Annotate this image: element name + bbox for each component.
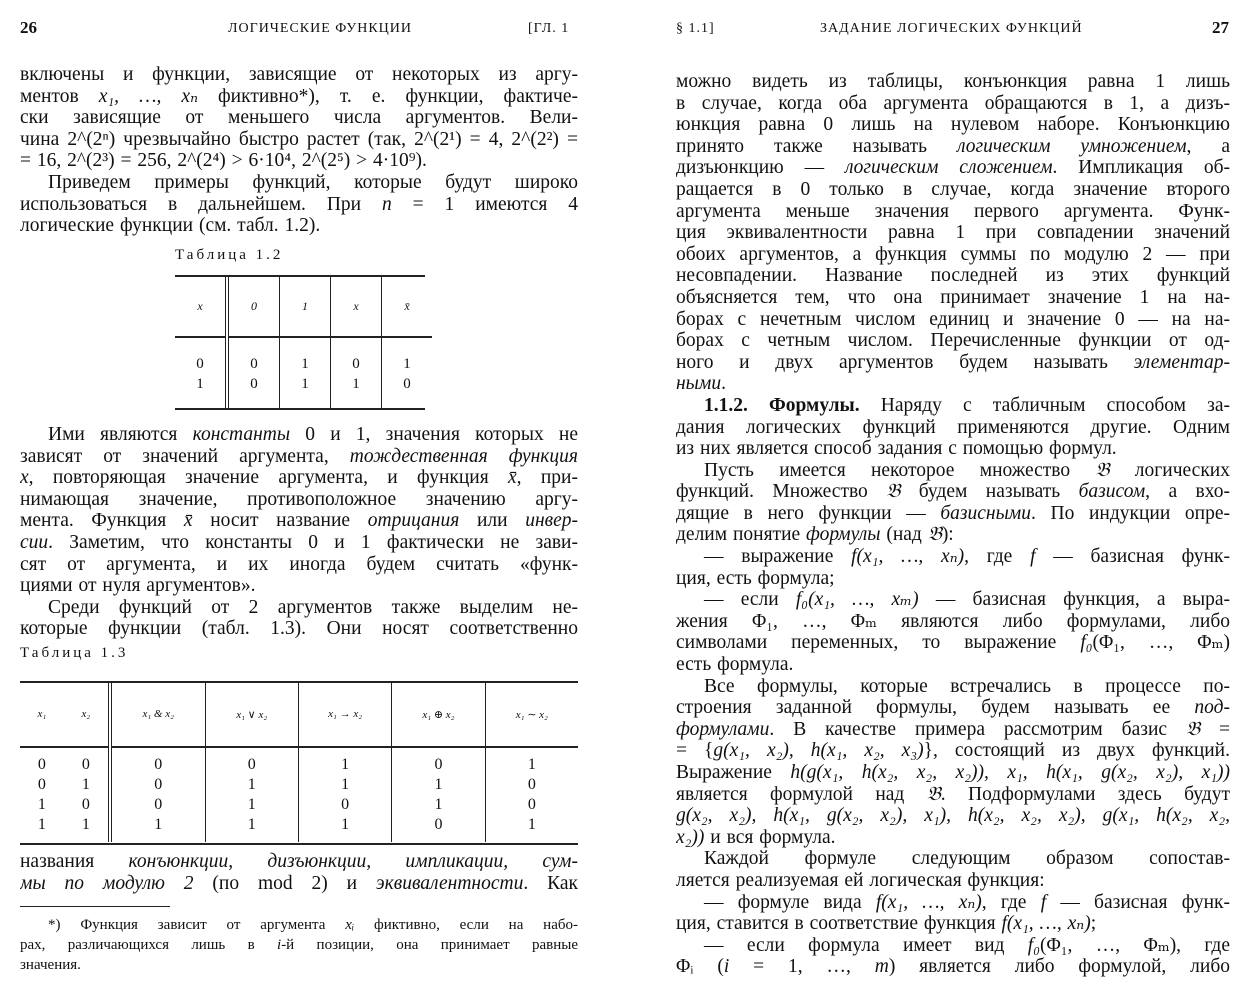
italic-text: тождественная функция <box>349 445 578 467</box>
text-segment: является формулой над <box>676 783 927 805</box>
text-segment: и вся формула. <box>704 826 836 848</box>
text-line <box>676 676 1230 698</box>
running-title-right: ЗАДАНИЕ ЛОГИЧЕСКИХ ФУНКЦИЙ <box>820 21 1083 36</box>
table-cell: 0 <box>250 356 258 372</box>
text-segment: . Подформулами здесь будут <box>940 783 1230 805</box>
text-line <box>676 309 1230 331</box>
text-line <box>20 510 578 532</box>
text-segment: , а <box>1186 135 1230 157</box>
italic-text: f(x₁, …, xₙ) <box>875 891 982 913</box>
italic-text: формулами <box>676 718 770 740</box>
column-values <box>392 747 485 842</box>
text-segment: = { <box>676 740 714 762</box>
text-segment: — базисная функция, а выра- <box>918 589 1230 611</box>
text-line <box>676 71 1230 93</box>
column-header: x <box>331 276 382 337</box>
italic-text: x <box>20 467 29 489</box>
text-segment: ; <box>1090 913 1097 935</box>
text-block-c <box>20 851 578 894</box>
table-cell: 0 <box>37 776 46 793</box>
text-segment: мента. Функция <box>20 510 184 532</box>
text-segment: зависят от значений аргумента, <box>20 445 350 467</box>
table-cell: 0 <box>154 776 163 793</box>
italic-text: h(g(x₁, h(x₂, x₂, x₂)), x₁, h(x₁, g(x₂, x₂), x₁)) <box>790 762 1230 783</box>
italic-text: константы <box>192 424 291 445</box>
text-segment: чина 2^(2ⁿ) чрезвычайно быстро растет (так, 2^(2¹) = 4, 2^(2²) = <box>20 128 578 150</box>
table-rule <box>20 843 578 845</box>
text-segment: борах с четным числом. Перечисленные функции от од- <box>676 330 1230 352</box>
italic-text: x̄ <box>183 510 193 532</box>
table-rule <box>175 408 425 410</box>
column-header: x₁ ⊕ x₂ <box>392 682 485 747</box>
text-segment: ) является либо формулой, либо <box>888 956 1230 978</box>
text-segment: ращается в 0 только в случае, когда значение второго <box>676 178 1230 200</box>
text-segment: фиктивно, если на набо- <box>354 917 578 933</box>
text-segment: (Φ₁, …, Φₘ) <box>1092 632 1230 654</box>
text-line <box>676 438 1230 460</box>
text-segment: циями от нуля аргументов». <box>20 575 256 597</box>
text-segment: Каждой формуле следующим образом сопостав- <box>704 848 1230 870</box>
text-line <box>676 481 1230 503</box>
table-cell: 1 <box>527 816 536 833</box>
text-segment: объясняется тем, что она принимает значение 1 на на- <box>676 286 1230 308</box>
text-segment: 0 и 1, значения которых не <box>290 424 578 445</box>
text-line <box>676 157 1230 179</box>
text-segment: логических <box>1109 459 1230 481</box>
italic-text: f₀(x₁, …, xₘ) <box>795 589 919 611</box>
column-values <box>227 337 280 410</box>
text-line <box>676 611 1230 633</box>
table-cell: 1 <box>37 796 46 813</box>
text-line <box>20 575 578 597</box>
table-cell: 1 <box>196 376 204 392</box>
text-line <box>676 222 1230 244</box>
text-line <box>676 352 1230 374</box>
table-cell: 0 <box>352 356 360 372</box>
text-segment: строения заданной формулы, будем называть ее <box>676 697 1195 719</box>
text-line <box>20 915 578 935</box>
chapter-mark: [ГЛ. 1 <box>528 21 570 36</box>
column-values <box>20 747 64 842</box>
text-line <box>676 330 1230 352</box>
text-segment: = 1 имеются 4 <box>391 193 578 215</box>
text-line <box>676 784 1230 806</box>
text-block-a <box>20 64 578 237</box>
italic-text: формулы <box>806 524 881 546</box>
text-line <box>20 424 578 446</box>
table-cell: 0 <box>81 756 90 773</box>
text-line <box>676 524 1230 546</box>
table-1-2 <box>175 276 432 410</box>
italic-text: f <box>1040 891 1047 913</box>
italic-text: i <box>723 956 730 978</box>
text-segment: Φᵢ ( <box>676 956 724 978</box>
text-line <box>20 873 578 895</box>
column-header: x̄ <box>382 276 433 337</box>
table-1-3-caption: Таблица 1.3 <box>20 645 129 661</box>
text-segment: из них является способ задания с помощью формул. <box>676 438 1117 460</box>
table-cell: 0 <box>247 756 256 773</box>
text-segment: в случае, когда оба аргумента обращаются в 1, а дизъ- <box>676 92 1230 114</box>
text-line <box>676 654 1230 676</box>
table-cell: 0 <box>154 756 163 773</box>
text-line <box>20 532 578 554</box>
text-segment: . Заметим, что константы 0 и 1 фактически не зави- <box>48 531 578 553</box>
text-segment: ция эквивалентности равна 1 при совпадении значений <box>676 222 1230 244</box>
italic-text: x₁, …, xₙ <box>98 85 198 107</box>
text-segment: ция, ставится в соответствие функция <box>676 913 1002 935</box>
italic-text: f(x₁, …, xₙ) <box>1001 913 1091 935</box>
text-line <box>676 935 1230 957</box>
text-line <box>20 618 578 640</box>
text-line <box>20 554 578 576</box>
column-header: x₁ → x₂ <box>298 682 391 747</box>
text-line <box>676 417 1230 439</box>
text-line <box>676 697 1230 719</box>
text-segment: -й позиции, она принимает равные <box>281 937 578 953</box>
text-line <box>676 503 1230 525</box>
italic-text: g(x₂, x₂), h(x₁, g(x₂, x₂), x₁), h(x₂, x₂, x₂), g(x₁, h(x₂, x₂, <box>676 805 1230 827</box>
text-segment: Среди функций от 2 аргументов также выделим не- <box>48 596 578 618</box>
italic-text: сии <box>20 531 49 553</box>
table-cell: 1 <box>434 776 443 793</box>
text-line <box>676 179 1230 201</box>
text-segment: которые функции (табл. 1.3). Они носят соответственно <box>20 618 578 640</box>
text-segment: юнкция равна 0 лишь на нулевом наборе. Конъюнкцию <box>676 114 1230 136</box>
table-cell: 1 <box>301 376 309 392</box>
table-cell: 0 <box>403 376 411 392</box>
text-line <box>20 215 578 237</box>
table-cell: 1 <box>434 796 443 813</box>
text-segment: ски зависящие от меньшего числа аргументов. Вели- <box>20 107 578 129</box>
text-line <box>676 114 1230 136</box>
text-segment: . Импликация об- <box>1052 157 1230 179</box>
italic-text: логическим сложением <box>844 157 1053 179</box>
column-values <box>175 337 227 410</box>
text-segment: включены и функции, зависящие от некоторых из аргу- <box>20 64 578 85</box>
text-line <box>20 194 578 216</box>
text-segment: сят от аргумента, и их иногда будем считать «функ- <box>20 553 578 575</box>
text-line <box>676 740 1230 762</box>
text-line <box>20 86 578 108</box>
text-line <box>20 955 578 975</box>
italic-text: 𝔅 <box>1185 718 1201 740</box>
text-line <box>676 546 1230 568</box>
column-header: x₁ <box>20 682 64 747</box>
text-segment: использоваться в дальнейшем. При <box>20 193 382 215</box>
column-values <box>485 747 578 842</box>
italic-text: элементар- <box>1133 351 1230 373</box>
italic-text: под- <box>1194 697 1230 719</box>
text-line <box>20 446 578 468</box>
text-line <box>676 201 1230 223</box>
text-segment: логические функции (см. табл. 1.2). <box>20 215 321 237</box>
text-line <box>20 489 578 511</box>
column-header: 0 <box>227 276 280 337</box>
table-1-3 <box>20 682 578 842</box>
text-segment: делим понятие <box>676 524 807 546</box>
table-cell: 0 <box>434 816 443 833</box>
table-header-row <box>175 276 432 337</box>
italic-text: f <box>1030 546 1036 568</box>
table-cell: 1 <box>37 816 46 833</box>
text-segment: — формуле вида <box>704 891 876 913</box>
text-line <box>676 244 1230 266</box>
text-segment: (над <box>880 524 928 546</box>
italic-text: базисными <box>940 502 1031 524</box>
section-mark: § 1.1] <box>676 21 715 36</box>
text-segment: носит название <box>192 510 368 532</box>
text-segment: ментов <box>20 85 99 107</box>
table-cell: 1 <box>81 816 90 833</box>
column-header: x₁ ∼ x₂ <box>485 682 578 747</box>
table-cell: 1 <box>403 356 411 372</box>
text-line <box>20 64 578 86</box>
text-line <box>676 136 1230 158</box>
table-cell: 0 <box>250 376 258 392</box>
page-number-left: 26 <box>20 18 37 37</box>
text-line <box>20 597 578 619</box>
italic-text: конъюнкции, дизъюнкции, импликации, сум- <box>128 851 578 872</box>
table-cell: 1 <box>341 776 350 793</box>
text-segment: = 16, 2^(2³) = 256, 2^(2⁴) > 6·10⁴, 2^(2⁵) > 4·10⁹). <box>20 150 427 172</box>
text-line <box>676 913 1230 935</box>
italic-text: x̄ <box>508 467 517 489</box>
text-segment: борах с нечетным числом единиц и значение 0 — на на- <box>676 308 1230 330</box>
text-segment: }, состоящий из двух функций. <box>923 740 1230 762</box>
text-line <box>676 870 1230 892</box>
text-segment: Пусть имеется некоторое множество <box>704 459 1096 481</box>
italic-text: f(x₁, …, xₙ) <box>851 546 965 568</box>
text-segment: символами переменных, то выражение <box>676 632 1081 654</box>
column-header: x <box>175 276 227 337</box>
text-block-right <box>676 71 1230 978</box>
text-segment: или <box>459 510 526 532</box>
text-segment: жения Φ₁, …, Φₘ являются либо формулами, либо <box>676 610 1230 632</box>
text-line <box>676 287 1230 309</box>
text-segment: — базисная функ- <box>1035 546 1230 568</box>
table-cell: 1 <box>341 756 350 773</box>
column-header: x₂ <box>64 682 110 747</box>
text-line <box>676 805 1230 827</box>
text-line <box>676 395 1230 417</box>
text-segment: (Φ₁, …, Φₘ), где <box>1040 934 1230 956</box>
text-segment: . <box>721 373 726 395</box>
text-segment: ляется реализуемая ей логическая функция: <box>676 869 1045 891</box>
text-segment: . В качестве примера рассмотрим базис <box>769 718 1186 740</box>
text-segment: есть формула. <box>676 654 794 676</box>
text-line <box>20 467 578 489</box>
text-segment: . По индукции опре- <box>1030 502 1230 524</box>
text-segment: (по mod 2) и <box>193 872 377 894</box>
text-segment: . Как <box>523 872 578 894</box>
text-line <box>676 373 1230 395</box>
column-values <box>64 747 110 842</box>
text-segment: функций. Множество <box>676 481 887 503</box>
italic-text: xᵢ <box>345 917 355 933</box>
text-segment: фиктивно*), т. е. функции, фактиче- <box>197 85 578 107</box>
table-cell: 0 <box>154 796 163 813</box>
text-segment: несовпадении. Название последней из этих функций <box>676 265 1230 287</box>
text-segment: Выражение <box>676 762 791 783</box>
text-line <box>676 568 1230 590</box>
text-segment: нимающая значение, противоположное значению аргу- <box>20 488 578 510</box>
text-segment: Ими являются <box>48 424 193 445</box>
table-cell: 1 <box>301 356 309 372</box>
column-values <box>205 747 298 842</box>
text-segment: принято также называть <box>676 135 957 157</box>
text-segment: можно видеть из таблицы, конъюнкция равна 1 лишь <box>676 71 1230 92</box>
text-line <box>676 762 1230 784</box>
table-body-row <box>175 337 432 410</box>
italic-text: 𝔅 <box>886 481 901 503</box>
table-cell: 1 <box>341 816 350 833</box>
text-segment: обоих аргументов, а функция суммы по модулю 2 — при <box>676 243 1230 265</box>
italic-text: 𝔅 <box>926 783 941 805</box>
text-segment: рах, различающихся лишь в <box>20 937 278 953</box>
italic-text: g(x₁, x₂), h(x₁, x₂, x₃) <box>713 740 924 762</box>
text-segment: дания логических функций применяются другие. Одним <box>676 416 1230 438</box>
column-values <box>280 337 331 410</box>
table-cell: 0 <box>341 796 350 813</box>
text-segment: — если формула имеет вид <box>704 934 1028 956</box>
column-values <box>298 747 391 842</box>
text-segment: ): <box>941 524 954 546</box>
page-number-right: 27 <box>1212 18 1229 37</box>
text-segment: — если <box>704 589 796 611</box>
text-segment: , а вхо- <box>1145 481 1230 503</box>
text-segment: значения. <box>20 957 81 973</box>
column-header: x₁ & x₂ <box>110 682 205 747</box>
table-cell: 0 <box>37 756 46 773</box>
text-line <box>20 851 578 873</box>
table-1-2-caption: Таблица 1.2 <box>175 247 284 263</box>
text-line <box>20 935 578 955</box>
text-segment: будем называть <box>900 481 1079 503</box>
italic-text: базисом <box>1078 481 1146 503</box>
column-values <box>110 747 205 842</box>
italic-text: отрицания <box>367 510 460 532</box>
column-header: 1 <box>280 276 331 337</box>
italic-text: 𝔅 <box>1095 459 1110 481</box>
text-segment: = 1, …, <box>729 956 875 978</box>
footnote-rule <box>20 906 170 907</box>
italic-text: x₂)) <box>676 826 705 848</box>
table-cell: 1 <box>352 376 360 392</box>
table-cell: 1 <box>247 796 256 813</box>
column-values <box>331 337 382 410</box>
text-segment: , где <box>981 891 1041 913</box>
italic-text: f₀ <box>1027 934 1040 956</box>
text-line <box>676 93 1230 115</box>
text-line <box>20 150 578 172</box>
italic-text: 𝔅 <box>927 524 942 546</box>
text-line <box>676 892 1230 914</box>
text-segment: , повторяющая значение аргумента, и функция <box>28 467 509 489</box>
text-line <box>676 632 1230 654</box>
text-segment: Наряду с табличным способом за- <box>859 394 1230 416</box>
footnote <box>20 915 578 975</box>
table-header-row <box>20 682 578 747</box>
italic-text: n <box>382 193 392 215</box>
column-header: x₁ ∨ x₂ <box>205 682 298 747</box>
text-segment: ного и двух аргументов будем называть <box>676 351 1134 373</box>
italic-text: мы по модулю 2 <box>20 872 194 894</box>
text-line <box>676 460 1230 482</box>
text-line <box>676 848 1230 870</box>
running-title-left: ЛОГИЧЕСКИЕ ФУНКЦИИ <box>228 21 412 36</box>
text-line <box>20 172 578 194</box>
italic-text: i <box>277 937 282 953</box>
text-segment: , при- <box>516 467 578 489</box>
text-segment: ция, есть формула; <box>676 567 835 589</box>
table-cell: 0 <box>527 776 536 793</box>
text-line <box>676 719 1230 741</box>
text-segment: дящие в него функции — <box>676 502 941 524</box>
text-segment: , где <box>964 546 1031 568</box>
text-segment: дизъюнкцию — <box>676 157 845 179</box>
text-line <box>676 265 1230 287</box>
text-segment: названия <box>20 851 129 872</box>
table-body-row <box>20 747 578 842</box>
italic-text: m <box>874 956 889 978</box>
italic-text: f₀ <box>1080 632 1093 654</box>
italic-text: инвер- <box>525 510 578 532</box>
table-cell: 0 <box>196 356 204 372</box>
text-line <box>676 589 1230 611</box>
text-segment: аргумента меньше значения первого аргумента. Функ- <box>676 200 1230 222</box>
text-segment: — базисная функ- <box>1046 891 1230 913</box>
text-line <box>676 956 1230 978</box>
italic-text: эквивалентности <box>376 872 524 894</box>
table-cell: 1 <box>154 816 163 833</box>
table-cell: 1 <box>247 816 256 833</box>
table-cell: 0 <box>81 796 90 813</box>
table-cell: 0 <box>527 796 536 813</box>
text-segment: = <box>1200 718 1230 740</box>
section-heading: 1.1.2. Формулы. <box>704 394 860 416</box>
text-segment: — выражение <box>704 546 852 568</box>
table-cell: 1 <box>527 756 536 773</box>
table-cell: 0 <box>434 756 443 773</box>
italic-text: ными <box>676 373 722 395</box>
text-segment: Все формулы, которые встречались в процессе по- <box>704 675 1230 697</box>
text-block-b <box>20 424 578 640</box>
table-cell: 1 <box>247 776 256 793</box>
text-line <box>20 129 578 151</box>
text-line <box>20 107 578 129</box>
text-segment: *) Функция зависит от аргумента <box>48 917 346 933</box>
text-line <box>676 827 1230 849</box>
italic-text: логическим умножением <box>956 135 1187 157</box>
text-segment: Приведем примеры функций, которые будут широко <box>48 171 578 193</box>
table-cell: 1 <box>81 776 90 793</box>
column-values <box>382 337 433 410</box>
